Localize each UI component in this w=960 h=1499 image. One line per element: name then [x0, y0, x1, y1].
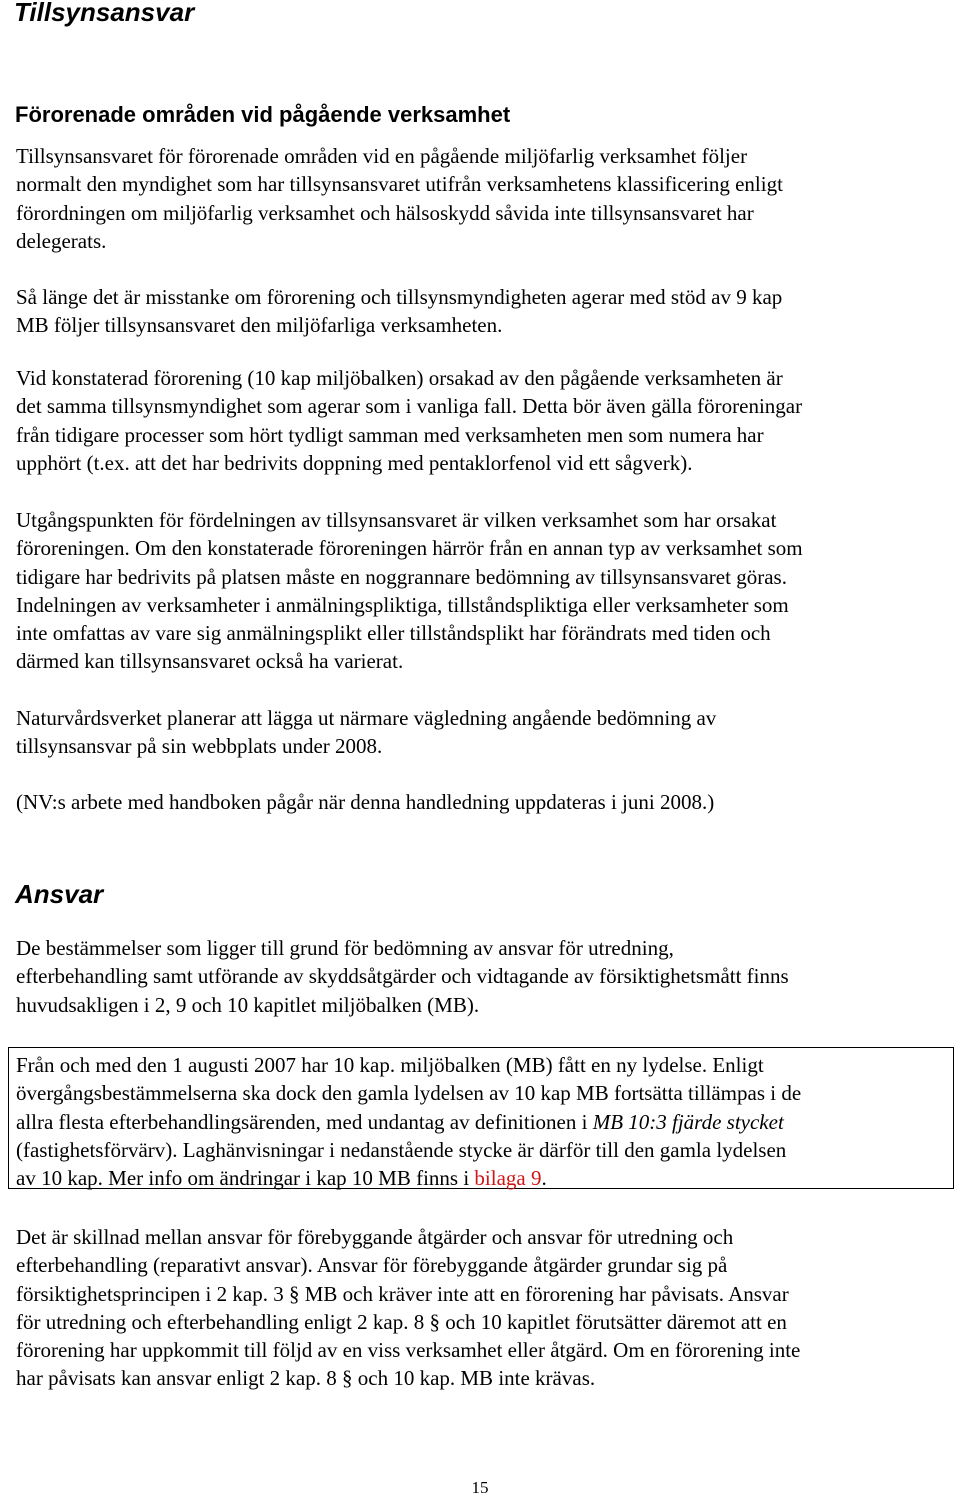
legal-reference-italic: MB 10:3 fjärde stycket [592, 1109, 784, 1134]
text-line: Naturvårdsverket planerar att lägga ut närmare vägledning angående bedömning av [16, 706, 717, 730]
page-number: 15 [471, 1478, 489, 1497]
text-line: försiktighetsprincipen i 2 kap. 3 § MB och kräver inte att en förorening har påvisats. Ansvar [16, 1281, 789, 1306]
text-line: för utredning och efterbehandling enligt 2 kap. 8 § och 10 kapitlet förutsätter däremot att en [16, 1309, 787, 1334]
text-line: Vid konstaterad förorening (10 kap miljöbalken) orsakad av den pågående verksamheten är [16, 366, 783, 390]
text-segment: av 10 kap. Mer info om ändringar i kap 10 MB finns i [16, 1166, 475, 1191]
text-line: normalt den myndighet som har tillsynsansvaret utifrån verksamhetens klassificering enligt [16, 172, 783, 197]
text-line: förorening har uppkommit till följd av en viss verksamhet eller åtgärd. Om en förorening inte [16, 1338, 801, 1363]
paragraph-naturvardsverket [16, 704, 716, 761]
paragraph-tillsynsansvar-intro [16, 142, 783, 255]
paragraph-bestammelser [16, 934, 789, 1019]
text-line: Från och med den 1 augusti 2007 har 10 kap. miljöbalken (MB) fått en ny lydelse. Enligt [16, 1053, 764, 1077]
text-line: inte omfattas av vare sig anmälningsplikt eller tillståndsplikt har förändrats med tiden och [16, 621, 771, 646]
text-line: Det är skillnad mellan ansvar för förebyggande åtgärder och ansvar för utredning och [16, 1225, 734, 1249]
paragraph-skillnad-ansvar [16, 1223, 800, 1393]
text-line: efterbehandling samt utförande av skyddsåtgärder och vidtagande av försiktighetsmått finns [16, 964, 789, 989]
text-line: övergångsbestämmelserna ska dock den gamla lydelsen av 10 kap MB fortsätta tillämpas i de [16, 1081, 802, 1106]
text-line: upphört (t.ex. att det har bedrivits doppning med pentaklorfenol vid ett sågverk). [16, 450, 693, 475]
text-line: tillsynsansvar på sin webbplats under 2008. [16, 734, 383, 759]
page-heading-tillsynsansvar: Tillsynsansvar [14, 0, 195, 27]
text-line: Tillsynsansvaret för förorenade områden vid en pågående miljöfarlig verksamhet följer [16, 144, 748, 168]
text-line: från tidigare processer som hört tydligt samman med verksamheten men som numera har [16, 422, 764, 447]
text-line: har påvisats kan ansvar enligt 2 kap. 8 § och 10 kap. MB inte krävas. [16, 1366, 596, 1391]
text-line: delegerats. [16, 228, 107, 253]
paragraph-misstanke [16, 283, 782, 340]
text-line: föroreningen. Om den konstaterade föroreningen härrör från en annan typ av verksamhet som [16, 536, 803, 561]
text-line: det samma tillsynsmyndighet som agerar som i vanliga fall. Detta bör även gälla föroreningar [16, 394, 803, 419]
section-heading-ansvar: Ansvar [15, 879, 104, 909]
text-line: Utgångspunkten för fördelningen av tillsynsansvaret är vilken verksamhet som har orsakat [16, 508, 777, 532]
paragraph-utgangspunkten [16, 506, 803, 676]
text-line: efterbehandling (reparativt ansvar). Ansvar för förebyggande åtgärder grundar sig på [16, 1253, 728, 1278]
text-line [16, 1108, 801, 1136]
paragraph-konstaterad-fororening [16, 364, 802, 477]
text-line: därmed kan tillsynsansvaret också ha varierat. [16, 649, 404, 674]
text-line: förordningen om miljöfarlig verksamhet och hälsoskydd såvida inte tillsynsansvaret har [16, 200, 754, 225]
text-segment: allra flesta efterbehandlingsärenden, med undantag av definitionen i [16, 1109, 593, 1134]
text-line: Så länge det är misstanke om förorening och tillsynsmyndigheten agerar med stöd av 9 kap [16, 285, 783, 309]
notice-box [8, 1047, 954, 1189]
text-line: huvudsakligen i 2, 9 och 10 kapitlet miljöbalken (MB). [16, 992, 480, 1017]
text-line: Indelningen av verksamheter i anmälningspliktiga, tillståndspliktiga eller verksamheter som [16, 592, 789, 617]
text-line: De bestämmelser som ligger till grund för bedömning av ansvar för utredning, [16, 936, 674, 960]
text-line [16, 1164, 801, 1192]
text-line: MB följer tillsynsansvaret den miljöfarliga verksamheten. [16, 313, 503, 338]
text-segment: . [541, 1166, 547, 1191]
text-line: tidigare har bedrivits på platsen måste en noggrannare bedömning av tillsynsansvaret göras. [16, 564, 787, 589]
paragraph-nv-handbok [16, 788, 714, 816]
bilaga-9-link[interactable]: bilaga 9 [474, 1166, 542, 1191]
notice-text [16, 1051, 801, 1192]
section-heading-fororenade-omraden: Förorenade områden vid pågående verksamhet [15, 102, 511, 127]
text-line: (fastighetsförvärv). Laghänvisningar i nedanstående stycke är därför till den gamla lydelsen [16, 1137, 787, 1162]
text-line: (NV:s arbete med handboken pågår när denna handledning uppdateras i juni 2008.) [16, 790, 715, 814]
